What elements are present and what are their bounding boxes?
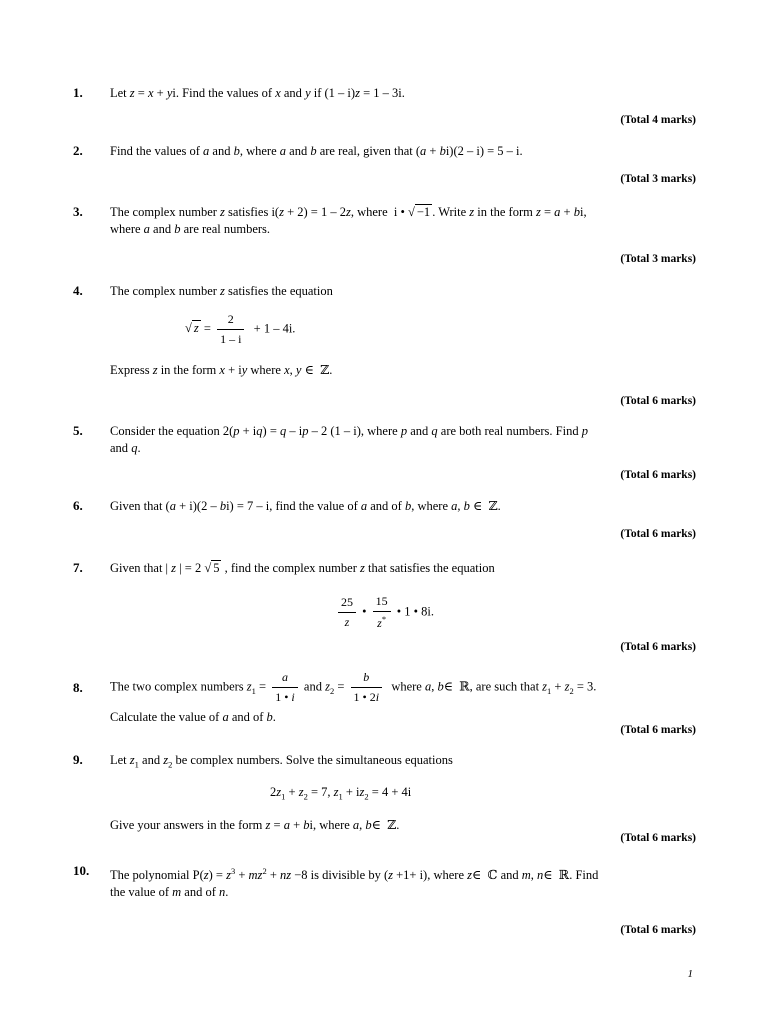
- question-text: The polynomial $P(z) = z^3 + mz^2$ + nz −8 is divisible by (z +1+ i), where z∈ ℂ and m, n∈ ℝ. Find the value of m and of n.: [110, 866, 599, 900]
- question-number: 3.: [73, 204, 83, 219]
- marks-label: (Total 6 marks): [620, 469, 696, 481]
- question-number: 2.: [73, 143, 83, 158]
- question-text: The complex number z satisfies i(z + 2) = 1 – 2z, where i • √ −1 . Write z in the form z = a + bi, where a and b are real numbers.: [110, 205, 587, 236]
- marks-label: (Total 6 marks): [620, 724, 696, 736]
- question-text: The two complex numbers $z_1$ = $\frac{a}{1 • i}$ and $z_2$ = $\frac{b}{1 • 2i}$ where a, b∈ ℝ, are such that $z_1 + z_2 = 3$.: [110, 670, 597, 704]
- marks-label: (Total 4 marks): [620, 114, 696, 126]
- equation: $\frac{25}{z}$ • $\frac{15}{z^*}$ • 1 • 8i.: [335, 594, 434, 631]
- equation: √ z = $\frac{2}{1 - i}$ + 1 – 4i.: [185, 312, 296, 346]
- question-number: 10.: [73, 863, 90, 878]
- marks-label: (Total 3 marks): [620, 173, 696, 185]
- question-number: 9.: [73, 752, 83, 767]
- question-number: 1.: [73, 85, 83, 100]
- equation: $2z_1 + z_2 = 7$, $z_1 + iz_2 = 4 + 4i$: [270, 785, 412, 802]
- marks-label: (Total 6 marks): [620, 832, 696, 844]
- question-text: Let z = x + yi. Find the values of x and y if (1 – i)z = 1 – 3i.: [110, 86, 405, 100]
- question-text: Given that (a + i)(2 – bi) = 7 – i, find the value of a and of b, where a, b ∈ ℤ.: [110, 499, 501, 513]
- marks-label: (Total 6 marks): [620, 395, 696, 407]
- question-text: Express z in the form x + iy where x, y ∈ ℤ.: [110, 363, 333, 377]
- question-number: 5.: [73, 423, 83, 438]
- question-number: 8.: [73, 680, 83, 695]
- question-text: Let $z_1$ and $z_2$ be complex numbers. Solve the simultaneous equations: [110, 753, 453, 770]
- question-text: Calculate the value of a and of b.: [110, 710, 276, 724]
- page-number: 1: [687, 968, 693, 980]
- question-number: 4.: [73, 283, 83, 298]
- question-text: Given that | z | = 2 √ 5 , find the complex number z that satisfies the equation: [110, 561, 495, 575]
- question-text: Consider the equation 2(p + iq) = q – ip – 2 (1 – i), where p and q are both real numbers. Find p and q.: [110, 424, 588, 455]
- marks-label: (Total 6 marks): [620, 528, 696, 540]
- question-text: Find the values of a and b, where a and b are real, given that (a + bi)(2 – i) = 5 – i.: [110, 144, 523, 158]
- marks-label: (Total 3 marks): [620, 253, 696, 265]
- question-text: The complex number z satisfies the equation: [110, 284, 333, 298]
- marks-label: (Total 6 marks): [620, 924, 696, 936]
- question-text: Give your answers in the form z = a + bi, where a, b∈ ℤ.: [110, 818, 400, 832]
- question-number: 7.: [73, 560, 83, 575]
- marks-label: (Total 6 marks): [620, 641, 696, 653]
- question-number: 6.: [73, 498, 83, 513]
